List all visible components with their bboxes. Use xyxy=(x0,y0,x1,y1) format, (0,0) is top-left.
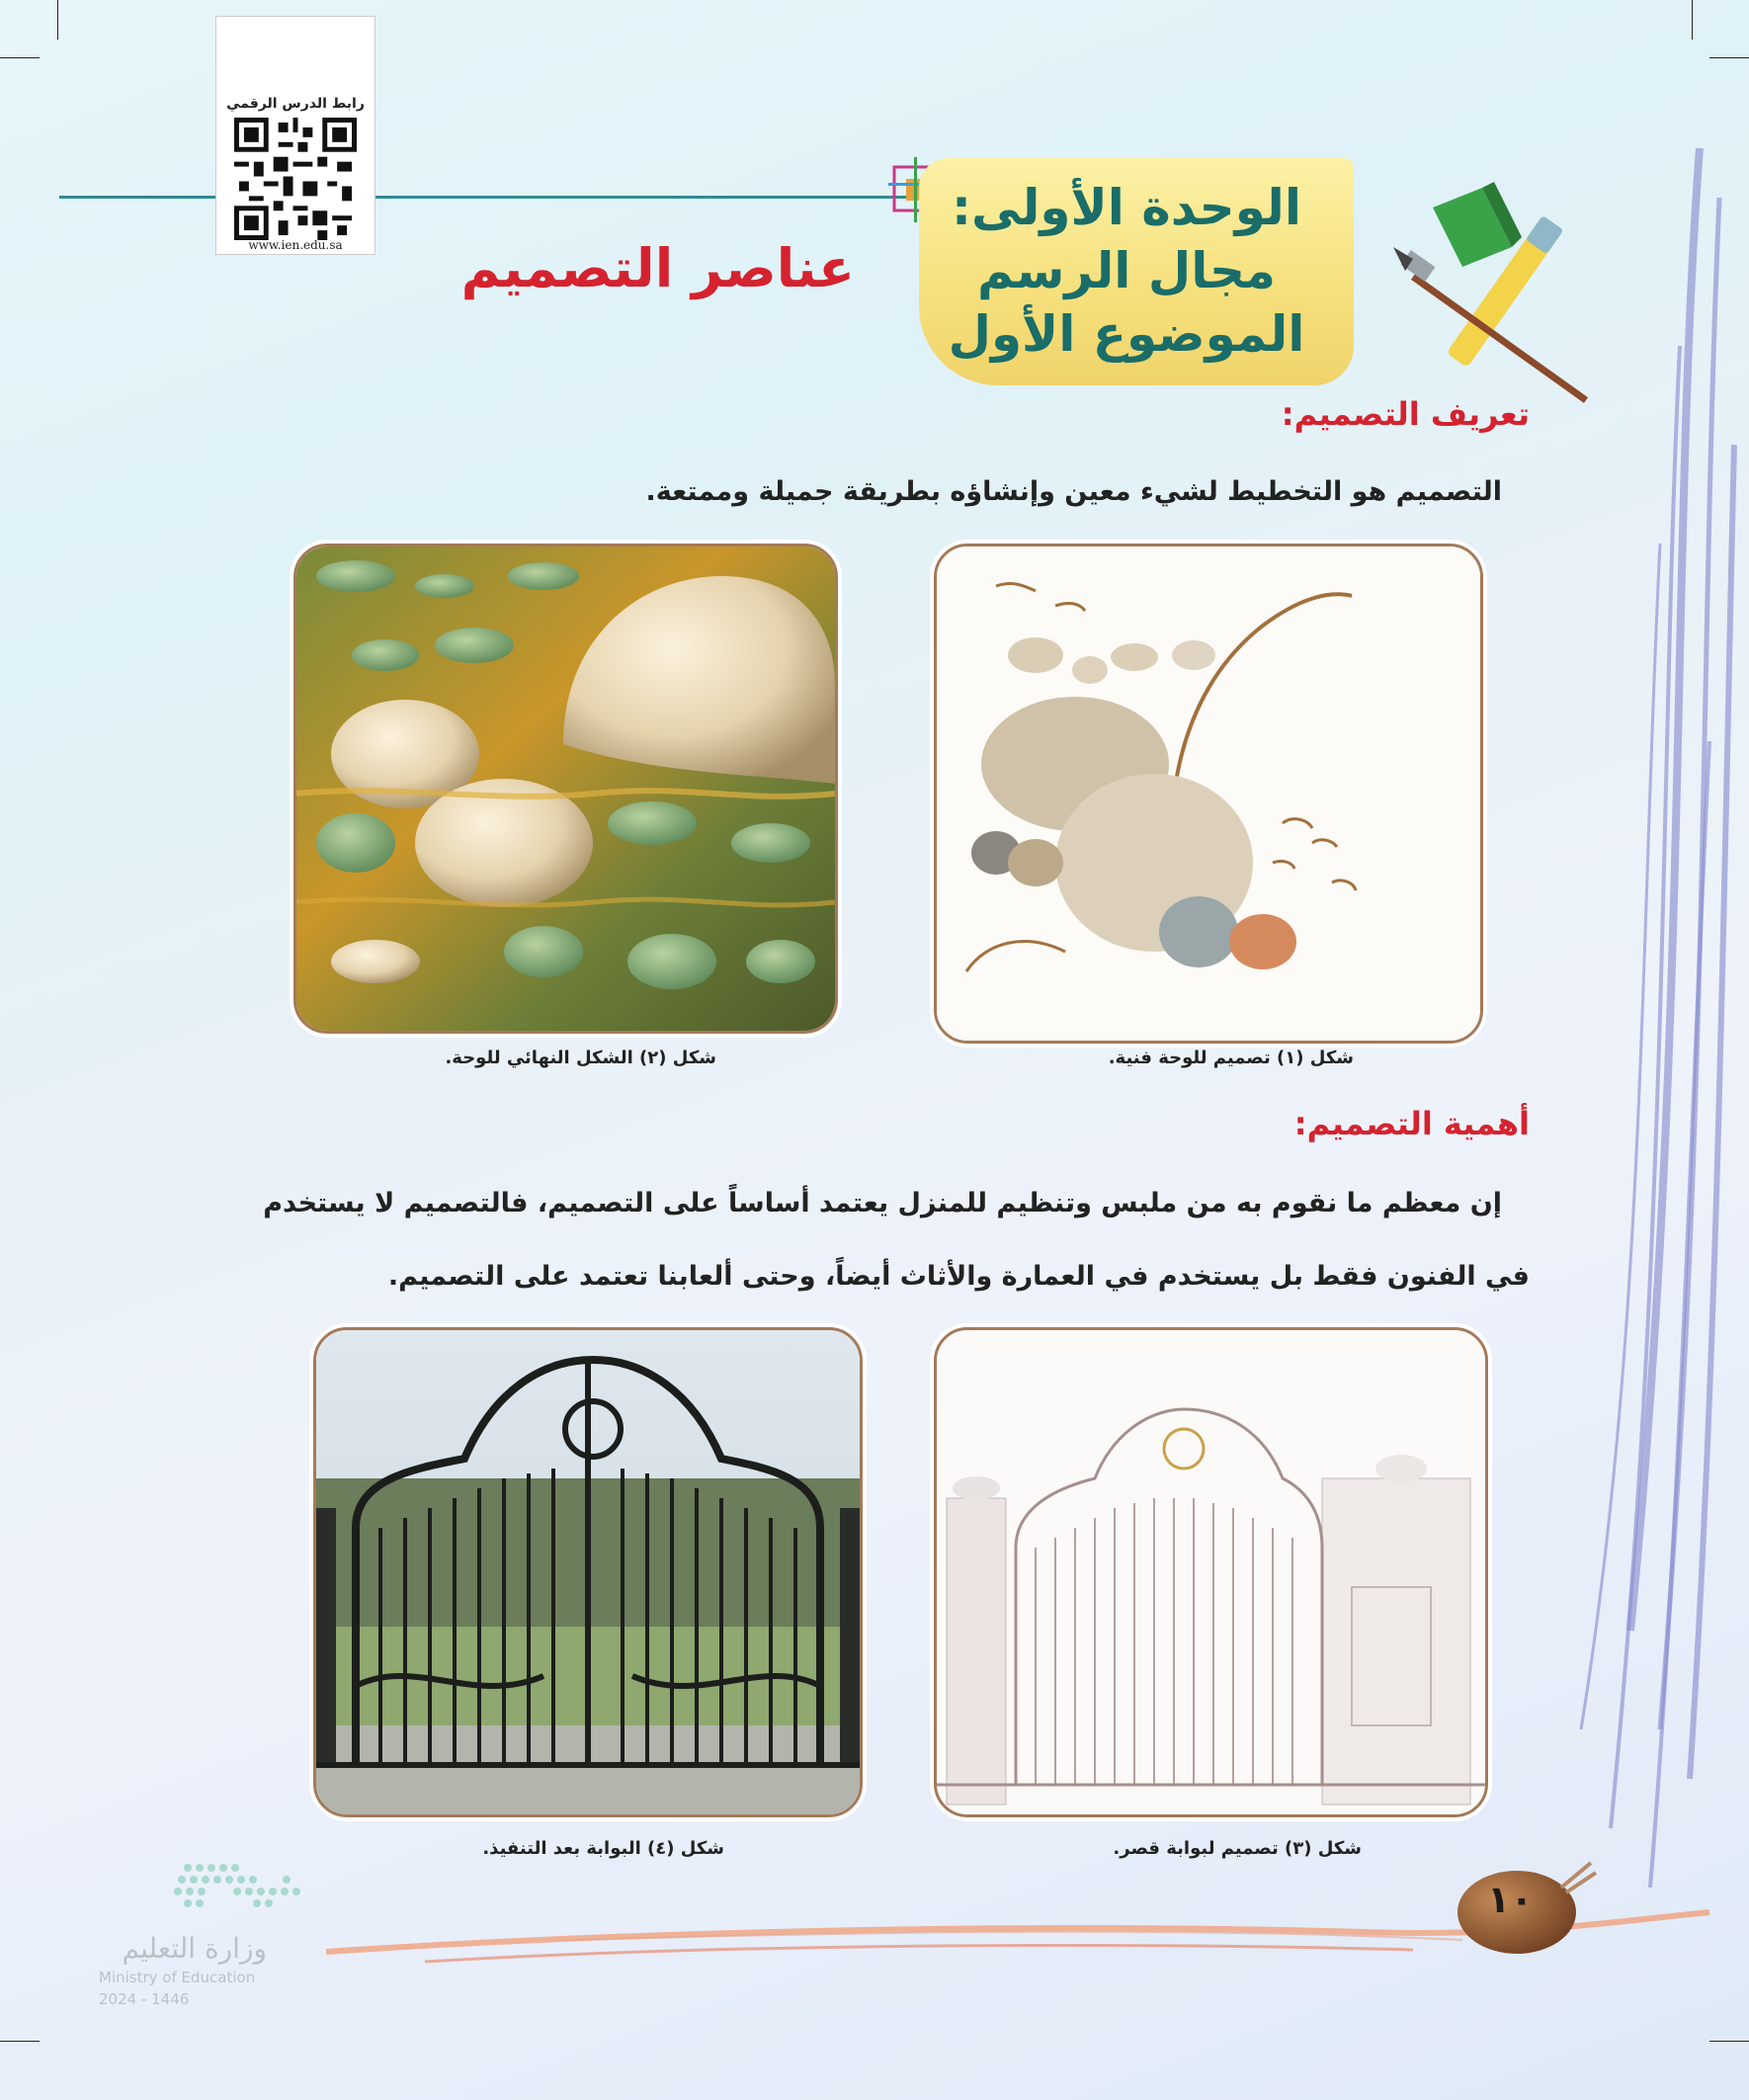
side-decoration xyxy=(1551,148,1749,1907)
gate-photo-image xyxy=(316,1330,860,1814)
figure-3-gate-sketch xyxy=(934,1327,1488,1817)
page-title: عناصر التصميم xyxy=(460,237,855,299)
qr-caption: رابط الدرس الرقمي xyxy=(226,96,365,112)
qr-card[interactable] xyxy=(215,16,375,255)
importance-text-line1: إن معظم ما نقوم به من ملبس وتنظيم للمنزل يعتمد أساساً على التصميم، فالتصميم لا يستخدم xyxy=(263,1188,1502,1218)
trim-mark xyxy=(0,57,40,58)
trim-mark xyxy=(0,2041,40,2042)
unit-banner-line2: مجال الرسم xyxy=(977,242,1276,299)
figure-2-painting xyxy=(293,544,838,1034)
trim-mark xyxy=(1709,2041,1749,2042)
figure-1-caption: شكل (١) تصميم للوحة فنية. xyxy=(1108,1048,1354,1068)
ministry-logo xyxy=(89,1858,316,2016)
gate-sketch-image xyxy=(937,1330,1485,1814)
definition-text: التصميم هو التخطيط لشيء معين وإنشاؤه بطريقة جميلة وممتعة. xyxy=(645,476,1502,507)
definition-heading: تعريف التصميم: xyxy=(1281,395,1530,433)
trim-mark xyxy=(57,0,58,40)
page-number: ١٠ xyxy=(1487,1878,1534,1921)
importance-text-line2: في الفنون فقط بل يستخدم في العمارة والأثاث أيضاً، وحتى ألعابنا تعتمد على التصميم. xyxy=(387,1261,1530,1292)
ministry-year: 2024 - 1446 xyxy=(99,1990,190,2008)
sketch-image xyxy=(937,546,1480,1041)
unit-banner xyxy=(919,158,1354,385)
unit-banner-text xyxy=(939,176,1314,366)
figure-1-sketch xyxy=(934,544,1483,1044)
figure-2-caption: شكل (٢) الشكل النهائي للوحة. xyxy=(445,1048,716,1068)
painting-image xyxy=(296,546,835,1031)
qr-code-icon[interactable] xyxy=(234,118,357,240)
trim-mark xyxy=(1709,57,1749,58)
figure-3-caption: شكل (٣) تصميم لبوابة قصر. xyxy=(1113,1838,1362,1859)
figure-4-gate-photo xyxy=(313,1327,863,1817)
ministry-name-ar: وزارة التعليم xyxy=(122,1932,267,1965)
trim-mark xyxy=(1692,0,1693,40)
unit-banner-line3: الموضوع الأول xyxy=(948,305,1305,363)
ministry-logo-dots-icon xyxy=(89,1858,316,1927)
unit-banner-line1: الوحدة الأولى: xyxy=(952,179,1301,236)
figure-4-caption: شكل (٤) البوابة بعد التنفيذ. xyxy=(482,1838,724,1859)
importance-heading: أهمية التصميم: xyxy=(1293,1105,1530,1142)
ministry-name-en: Ministry of Education xyxy=(99,1969,256,1986)
header-rule xyxy=(59,196,949,199)
qr-url[interactable]: www.ien.edu.sa xyxy=(248,238,343,252)
